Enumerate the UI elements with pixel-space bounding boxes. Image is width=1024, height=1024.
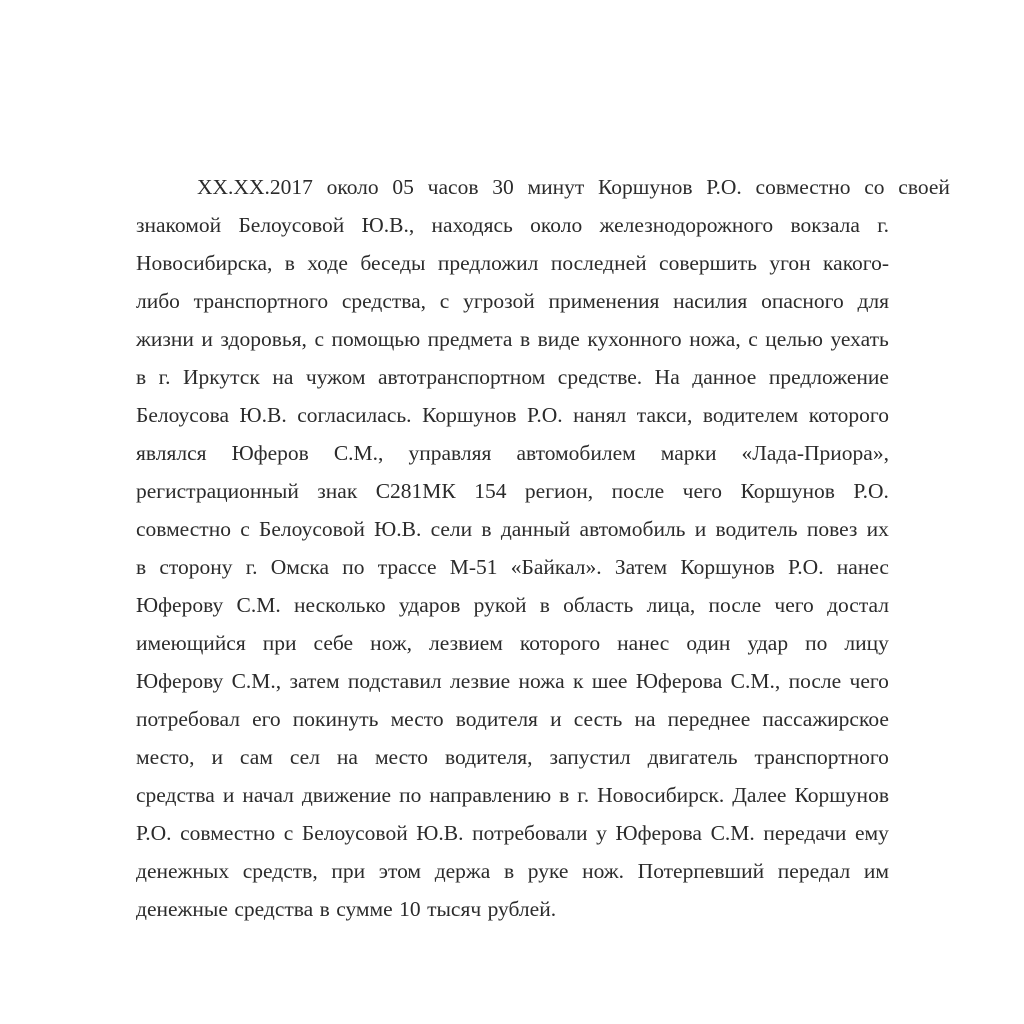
text-line: [136, 358, 889, 396]
text-line-content: являлся Юферов С.М., управляя автомобилем марки «Лада-Приора»,: [136, 441, 889, 465]
text-line-content: денежные средства в сумме 10 тысяч рублей.: [136, 897, 557, 921]
text-line: [136, 890, 889, 928]
text-line: [136, 168, 950, 206]
document-text-body: [136, 168, 950, 928]
text-line-content: денежных средств, при этом держа в руке нож. Потерпевший передал им: [136, 859, 889, 883]
text-line: [136, 624, 889, 662]
text-line: [136, 510, 889, 548]
text-line: [136, 852, 889, 890]
text-line-content: Юферову С.М. несколько ударов рукой в область лица, после чего достал: [136, 593, 889, 617]
text-line: [136, 282, 889, 320]
text-line-content: знакомой Белоусовой Ю.В., находясь около железнодорожного вокзала г.: [136, 213, 889, 237]
text-line: [136, 700, 889, 738]
text-line: [136, 738, 889, 776]
text-line-content: средства и начал движение по направлению в г. Новосибирск. Далее Коршунов: [136, 783, 889, 807]
text-line: [136, 548, 889, 586]
text-line: [136, 814, 889, 852]
text-line-content: место, и сам сел на место водителя, запустил двигатель транспортного: [136, 745, 889, 769]
text-line-content: Белоусова Ю.В. согласилась. Коршунов Р.О. нанял такси, водителем которого: [136, 403, 889, 427]
text-line-content: жизни и здоровья, с помощью предмета в виде кухонного ножа, с целью уехать: [136, 327, 889, 351]
text-line-content: имеющийся при себе нож, лезвием которого нанес один удар по лицу: [136, 631, 889, 655]
text-line-content: Новосибирска, в ходе беседы предложил последней совершить угон какого-: [136, 251, 889, 275]
text-line-content: Юферову С.М., затем подставил лезвие ножа к шее Юферова С.М., после чего: [136, 669, 889, 693]
text-line: [136, 586, 889, 624]
text-line-content: регистрационный знак С281МК 154 регион, после чего Коршунов Р.О.: [136, 479, 889, 503]
text-line-content: Р.О. совместно с Белоусовой Ю.В. потребовали у Юферова С.М. передачи ему: [136, 821, 889, 845]
text-line: [136, 434, 889, 472]
text-line: [136, 662, 889, 700]
text-line: [136, 244, 889, 282]
text-line: [136, 320, 889, 358]
text-line-content: либо транспортного средства, с угрозой применения насилия опасного для: [136, 289, 889, 313]
text-line-content: совместно с Белоусовой Ю.В. сели в данный автомобиль и водитель повез их: [136, 517, 889, 541]
text-line: [136, 472, 889, 510]
text-line-content: в сторону г. Омска по трассе М-51 «Байкал». Затем Коршунов Р.О. нанес: [136, 555, 889, 579]
text-line: [136, 206, 889, 244]
text-line-content: в г. Иркутск на чужом автотранспортном средстве. На данное предложение: [136, 365, 889, 389]
text-line-content: XX.XX.2017 около 05 часов 30 минут Коршунов Р.О. совместно со своей: [197, 175, 950, 199]
text-line: [136, 396, 889, 434]
text-line: [136, 776, 889, 814]
text-line-content: потребовал его покинуть место водителя и сесть на переднее пассажирское: [136, 707, 889, 731]
